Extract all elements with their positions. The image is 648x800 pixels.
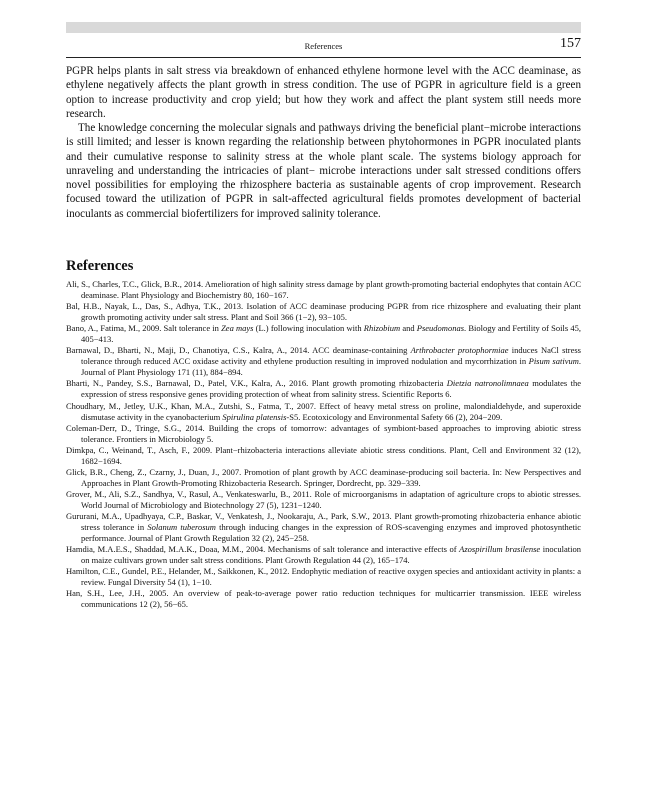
- reference-item: [66, 544, 581, 566]
- reference-list: [66, 279, 581, 610]
- reference-item: [66, 588, 581, 610]
- reference-item: [66, 489, 581, 511]
- page-header: [66, 36, 581, 54]
- reference-text: Hamilton, C.E., Gundel, P.E., Helander, M., Saikkonen, K., 2012. Endophytic mediation of reactive oxygen species and antioxidant activity in plants: a review. Fungal Diversity 54 (1), 1−10.: [66, 566, 581, 588]
- reference-text: Han, S.H., Lee, J.H., 2005. An overview of peak-to-average power ratio reduction techniques for multicarrier transmission. IEEE wireless communications 12 (2), 56−65.: [66, 588, 581, 610]
- reference-item: [66, 566, 581, 588]
- references-heading: References: [66, 258, 134, 274]
- reference-item: [66, 378, 581, 400]
- reference-text: Gururani, M.A., Upadhyaya, C.P., Baskar, V., Venkatesh, J., Nookaraju, A., Park, S.W., 2013. Plant growth-promoting rhizobacteria enhance abiotic stress tolerance in: [66, 510, 581, 533]
- page-number: 157: [560, 36, 581, 51]
- header-bar: [66, 22, 581, 33]
- running-title: References: [304, 41, 343, 51]
- reference-text: Grover, M., Ali, S.Z., Sandhya, V., Rasul, A., Venkateswarlu, B., 2011. Role of microorganisms in adaptation of agriculture crops to abiotic stresses. World Journal of Microbiology and Biotechnology 27 (5), 1231−1240.: [66, 488, 581, 510]
- reference-italic-text: Pisum sativum: [528, 356, 579, 367]
- reference-text: inoculation on maize cultivars grown under salt stress conditions. Plant Growth Regulation 44 (2), 165−174.: [81, 544, 581, 566]
- reference-text: -S5. Ecotoxicology and Environmental Safety 66 (2), 204−209.: [286, 411, 503, 422]
- reference-italic-text: Pseudomonas: [416, 323, 465, 334]
- reference-item: [66, 279, 581, 301]
- reference-text: Ali, S., Charles, T.C., Glick, B.R., 2014. Amelioration of high salinity stress damage by plant growth-promoting bacterial endophytes that contain ACC deaminase. Plant Physiology and Biochemistry 80, 160−167.: [66, 279, 581, 301]
- reference-italic-text: Arthrobacter protophormiae: [410, 345, 509, 356]
- reference-italic-text: Solanum tuberosum: [147, 522, 216, 533]
- reference-text: Barnawal, D., Bharti, N., Maji, D., Chanotiya, C.S., Kalra, A., 2014. ACC deaminase-containing: [66, 345, 411, 356]
- body-text: [66, 64, 581, 221]
- reference-text: (L.) following inoculation with: [253, 323, 364, 334]
- reference-italic-text: Rhizobium: [363, 323, 401, 334]
- reference-text: Bano, A., Fatima, M., 2009. Salt tolerance in: [66, 323, 222, 334]
- reference-text: . Biology and Fertility of Soils 45, 405−413.: [81, 323, 581, 345]
- header-rule: [66, 57, 581, 58]
- reference-text: Glick, B.R., Cheng, Z., Czarny, J., Duan, J., 2007. Promotion of plant growth by ACC deaminase-producing soil bacteria. In: New Perspectives and Approaches in Plant Growth-Promoting Rhizobacteria Research. Springer, Dordrecht, pp. 329−339.: [66, 466, 581, 488]
- reference-text: modulates the expression of stress responsive genes providing protection of wheat from salinity stress. Scientific Reports 6.: [81, 378, 581, 400]
- reference-text: Coleman-Derr, D., Tringe, S.G., 2014. Building the crops of tomorrow: advantages of symbiont-based approaches to improving abiotic stress tolerance. Frontiers in Microbiology 5.: [66, 422, 581, 444]
- paragraph: The knowledge concerning the molecular signals and pathways driving the beneficial plant−microbe interactions is still limited; and lesser is known regarding the relationship between phytohormones in PGPR inoculated plants and their cumulative response to salinity stress at the whole plant scale. The systems biology approach for unraveling and understanding the intricacies of plant− microbe interactions under salt stressed conditions offers novel possibilities for employing the rhizosphere bacteria as sustainable agents of crop improvement. Research focused toward the utilization of PGPR in salt-affected agricultural fields promotes development of bacterial inoculants as commercial biofertilizers for improved salinity tolerance.: [66, 122, 581, 220]
- reference-item: [66, 445, 581, 467]
- reference-item: [66, 467, 581, 489]
- reference-item: [66, 423, 581, 445]
- reference-text: Choudhary, M., Jetley, U.K., Khan, M.A., Zutshi, S., Fatma, T., 2007. Effect of heavy metal stress on proline, malondialdehyde, and superoxide dismutase activity in the cyanobacterium: [66, 400, 581, 422]
- reference-italic-text: Zea mays: [221, 323, 254, 334]
- reference-text: Bal, H.B., Nayak, L., Das, S., Adhya, T.K., 2013. Isolation of ACC deaminase producing PGPR from rice rhizosphere and evaluating their plant growth promoting activity under salt stress. Plant and Soil 366 (1−2), 93−105.: [66, 301, 581, 323]
- reference-item: [66, 301, 581, 323]
- reference-text: . Journal of Plant Physiology 171 (11), 884−894.: [81, 356, 581, 378]
- reference-text: and: [400, 323, 417, 334]
- reference-item: [66, 511, 581, 544]
- reference-italic-text: Spirulina platensis: [222, 411, 287, 422]
- reference-text: induces NaCl stress tolerance through reduced ACC oxidase activity and ethylene production resulting in improved nodulation and mycorrhization in: [81, 345, 581, 367]
- reference-text: Bharti, N., Pandey, S.S., Barnawal, D., Patel, V.K., Kalra, A., 2016. Plant growth promoting rhizobacteria: [66, 378, 447, 389]
- reference-text: through inducing changes in the expression of ROS-scavenging enzymes and improved photosynthetic performance. Journal of Plant Growth Regulation 32 (2), 245−258.: [81, 522, 581, 544]
- reference-text: Dimkpa, C., Weinand, T., Asch, F., 2009. Plant−rhizobacteria interactions alleviate abiotic stress conditions. Plant, Cell and Environment 32 (12), 1682−1694.: [66, 444, 581, 466]
- reference-item: [66, 323, 581, 345]
- reference-italic-text: Dietzia natronolimnaea: [446, 378, 529, 389]
- reference-item: [66, 345, 581, 378]
- reference-text: Hamdia, M.A.E.S., Shaddad, M.A.K., Doaa, M.M., 2004. Mechanisms of salt tolerance and interactive effects of: [66, 544, 460, 555]
- reference-italic-text: Azospirillum brasilense: [459, 544, 541, 555]
- paragraph: PGPR helps plants in salt stress via breakdown of enhanced ethylene hormone level with the ACC deaminase, as ethylene negatively affects the plant growth in stress condition. The use of PGPR in agriculture field is a green option to increase productivity and crop yield; but how they work and affect the plant system still needs more research.: [66, 65, 581, 120]
- reference-item: [66, 401, 581, 423]
